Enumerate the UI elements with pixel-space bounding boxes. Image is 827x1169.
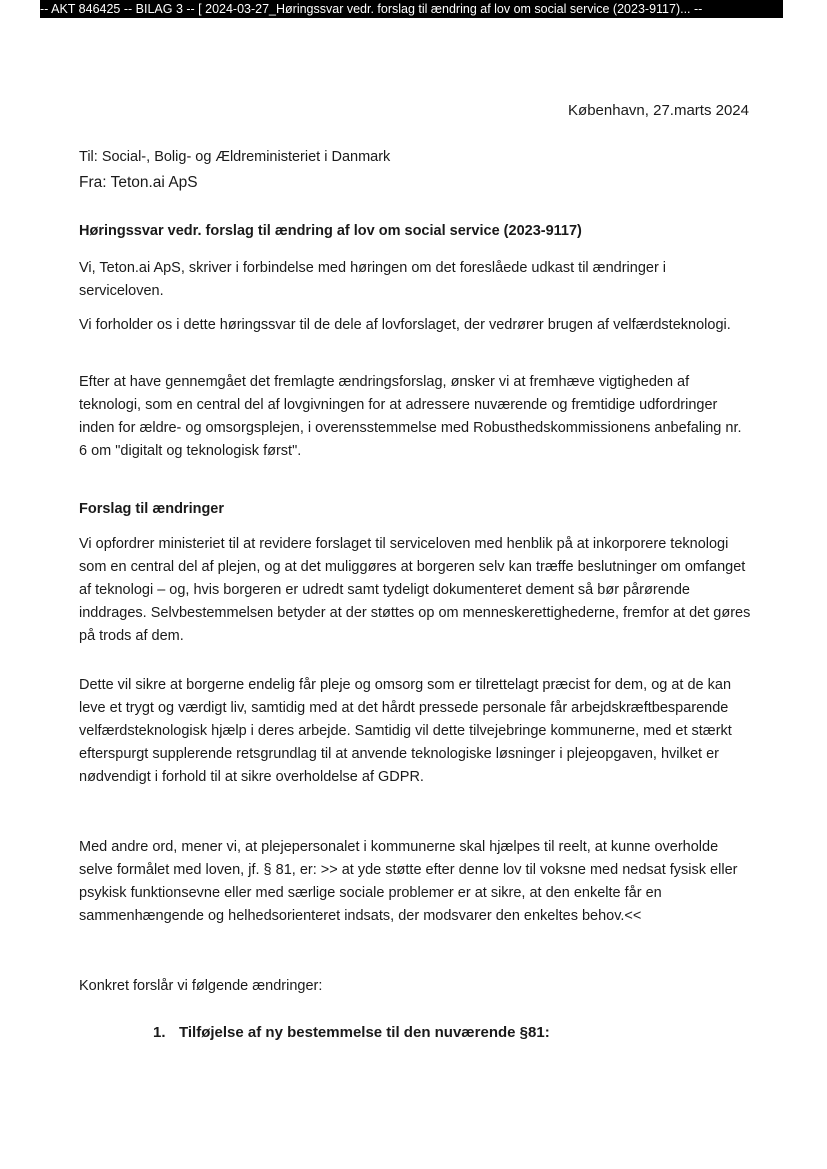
body-paragraph: Dette vil sikre at borgerne endelig får pleje og omsorg som er tilrettelagt præcist for dem, og at de kan leve et trygt og værdigt liv, samtidig med at det hårdt pressede personale får arbejdskræftbesparende velfærdsteknologisk hjælp i deres arbejde. Samtidig vil dette tilvejebringe kommunerne, med et stærkt efterspurgt supplerende retsgrundlag til at anvende teknologiske løsninger i plejeopgaven, hvilket er nødvendigt i forhold til at sikre overholdelse af GDPR. [79,677,732,785]
body-paragraph: Vi opfordrer ministeriet til at revidere forslaget til serviceloven med henblik på at inkorporere teknologi som en central del af plejen, og at det muliggøres at borgeren selv kan træffe beslutninger om omfanget af teknologi – og, hvis borgeren er udredt samt tydeligt dokumenteret dement så bør pårørende inddrages. Selvbestemmelsen betyder at der støttes op om menneskerettighederne, fremfor at det gøres på trods af dem. [79,536,751,644]
header-text: -- AKT 846425 -- BILAG 3 -- [ 2024-03-27_Høringssvar vedr. forslag til ændring af lov om social service (2023-9117)... -- [40,2,703,16]
date-line: København, 27.marts 2024 [568,102,749,119]
list-item-text: Tilføjelse af ny bestemmelse til den nuværende §81: [179,1024,550,1041]
list-item-number: 1. [153,1024,166,1041]
body-paragraph: Konkret forslår vi følgende ændringer: [79,978,323,994]
sender-line: Fra: Teton.ai ApS [79,174,198,191]
subject-heading: Høringssvar vedr. forslag til ændring af lov om social service (2023-9117) [79,223,582,239]
section-heading: Forslag til ændringer [79,501,225,517]
numbered-list-item [153,1022,550,1044]
document-header-band [40,0,783,18]
intro-paragraph: Efter at have gennemgået det fremlagte ændringsforslag, ønsker vi at fremhæve vigtigheden af teknologi, som en central del af lovgivningen for at adressere nuværende og fremtidige udfordringer inden for ældre- og omsorgsplejen, i overensstemmelse med Robusthedskommissionens anbefaling nr. 6 om "digitalt og teknologisk først". [79,374,742,459]
body-paragraph: Med andre ord, mener vi, at plejepersonalet i kommunerne skal hjælpes til reelt, at kunne overholde selve formålet med loven, jf. § 81, er: >> at yde støtte efter denne lov til voksne med nedsat fysisk eller psykisk funktionsevne eller med særlige sociale problemer er at sikre, at den enkelte får en sammenhængende og helhedsorienteret indsats, der modsvarer den enkeltes behov.<< [79,839,738,924]
recipient-line: Til: Social-, Bolig- og Ældreministeriet i Danmark [79,149,391,165]
intro-paragraph: Vi forholder os i dette høringssvar til de dele af lovforslaget, der vedrører brugen af velfærdsteknologi. [79,317,731,333]
intro-paragraph: Vi, Teton.ai ApS, skriver i forbindelse med høringen om det foreslåede udkast til ændringer i serviceloven. [79,260,667,299]
